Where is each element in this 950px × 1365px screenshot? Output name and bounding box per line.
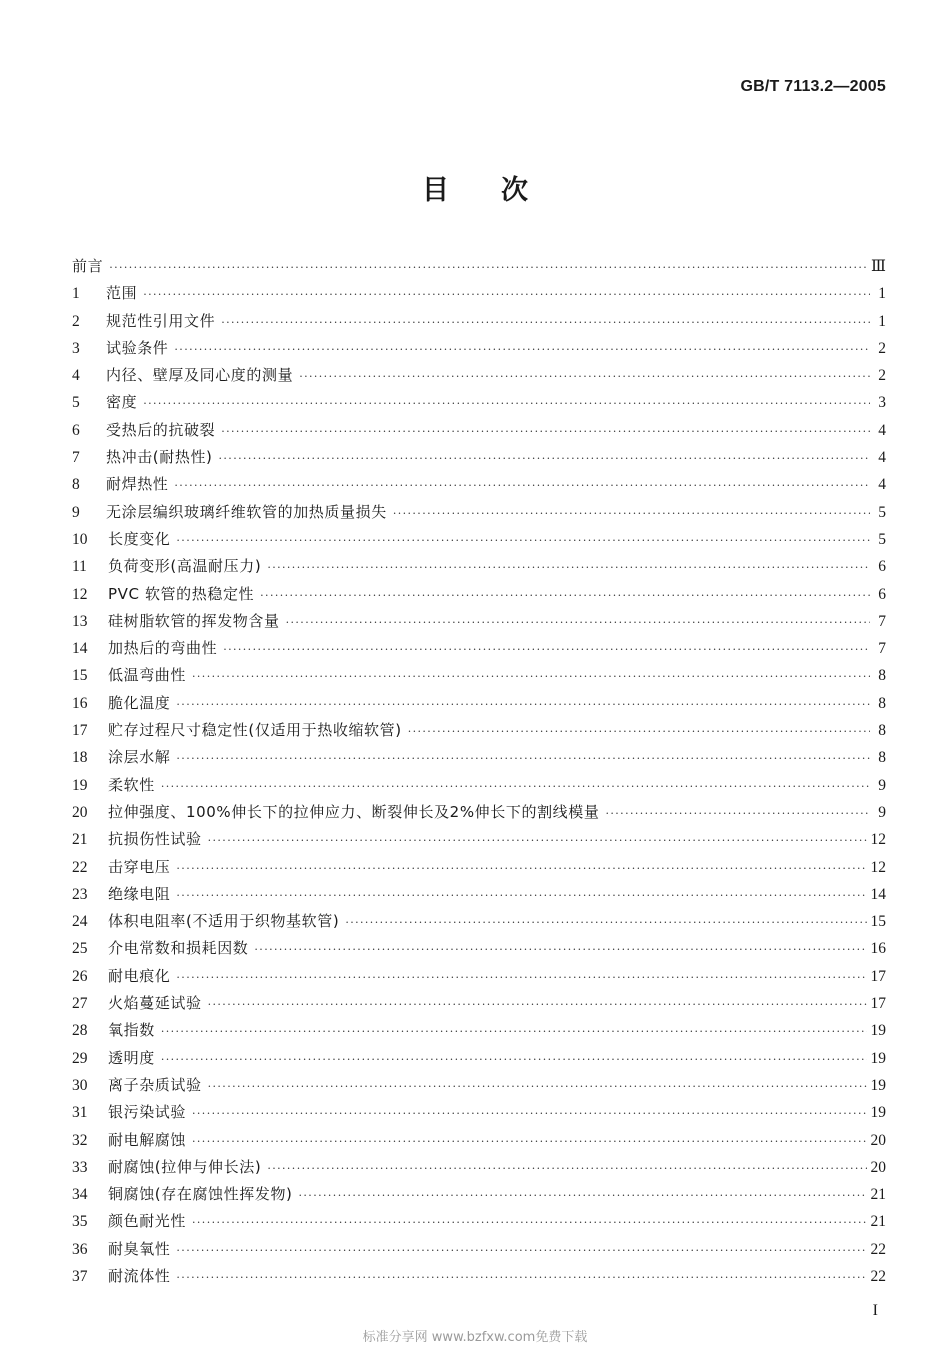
toc-entry-page: 4 bbox=[878, 476, 886, 494]
toc-entry-label: 硅树脂软管的挥发物含量 bbox=[108, 611, 280, 630]
toc-entry-page: 17 bbox=[870, 967, 886, 985]
toc-entry-number: 22 bbox=[72, 858, 88, 876]
toc-entry-label: 耐腐蚀(拉伸与伸长法) bbox=[108, 1157, 262, 1176]
toc-entry-number: 15 bbox=[72, 667, 88, 685]
toc-entry-label: 抗损伤性试验 bbox=[108, 830, 202, 849]
toc-entry-number: 12 bbox=[72, 585, 88, 603]
toc-entry-label: 负荷变形(高温耐压力) bbox=[108, 557, 262, 576]
toc-leader-dots bbox=[176, 889, 866, 902]
toc-entry-number: 36 bbox=[72, 1240, 88, 1258]
toc-entry[interactable] bbox=[72, 610, 886, 637]
toc-leader-dots bbox=[393, 507, 870, 520]
toc-entry-page: 8 bbox=[878, 749, 886, 767]
toc-entry-label: 范围 bbox=[106, 284, 138, 303]
toc-entry-number: 6 bbox=[72, 421, 80, 439]
toc-entry[interactable] bbox=[72, 419, 886, 446]
toc-leader-dots bbox=[221, 425, 870, 438]
toc-entry-number: 31 bbox=[72, 1104, 88, 1122]
toc-entry-number: 26 bbox=[72, 967, 88, 985]
toc-entry[interactable] bbox=[72, 282, 886, 309]
toc-leader-dots bbox=[174, 343, 870, 356]
toc-entry[interactable] bbox=[72, 1156, 886, 1183]
toc-entry-page: 8 bbox=[878, 722, 886, 740]
toc-entry-page: 15 bbox=[870, 913, 886, 931]
toc-entry-label: 前言 bbox=[72, 257, 104, 275]
toc-entry[interactable] bbox=[72, 1074, 886, 1101]
toc-entry-number: 28 bbox=[72, 1022, 88, 1040]
toc-entry-number: 2 bbox=[72, 312, 80, 330]
toc-entry-page: 14 bbox=[870, 885, 886, 903]
toc-entry-number: 34 bbox=[72, 1186, 88, 1204]
toc-entry-label: 加热后的弯曲性 bbox=[108, 639, 218, 658]
toc-entry-label: 长度变化 bbox=[108, 529, 171, 548]
toc-entry-page: 6 bbox=[878, 585, 886, 603]
toc-leader-dots bbox=[176, 862, 866, 875]
toc-entry-label: 离子杂质试验 bbox=[108, 1075, 202, 1094]
watermark-text: 标准分享网 www.bzfxw.com免费下载 bbox=[362, 1330, 588, 1345]
toc-leader-dots bbox=[192, 1107, 866, 1120]
toc-entry[interactable] bbox=[72, 801, 886, 828]
toc-entry-label: 火焰蔓延试验 bbox=[108, 994, 202, 1013]
toc-leader-dots bbox=[174, 479, 870, 492]
toc-leader-dots bbox=[176, 698, 870, 711]
toc-entry-page: 8 bbox=[878, 694, 886, 712]
toc-entry[interactable] bbox=[72, 692, 886, 719]
toc-entry-page: Ⅲ bbox=[871, 258, 886, 275]
toc-entry-number: 7 bbox=[72, 449, 80, 467]
toc-entry-page: 21 bbox=[870, 1213, 886, 1231]
toc-entry-number: 35 bbox=[72, 1213, 88, 1231]
toc-entry[interactable] bbox=[72, 774, 886, 801]
toc-entry-label: 绝缘电阻 bbox=[108, 884, 171, 903]
toc-entry-label: 体积电阻率(不适用于织物基软管) bbox=[108, 912, 340, 931]
toc-entry-page: 5 bbox=[878, 503, 886, 521]
toc-entry-label: 内径、壁厚及同心度的测量 bbox=[106, 366, 294, 385]
toc-leader-dots bbox=[143, 288, 870, 301]
toc-leader-dots bbox=[176, 752, 870, 765]
toc-leader-dots bbox=[208, 834, 867, 847]
toc-leader-dots bbox=[299, 370, 870, 383]
toc-leader-dots bbox=[176, 1271, 866, 1284]
toc-leader-dots bbox=[223, 643, 870, 656]
toc-entry-label: 耐流体性 bbox=[108, 1266, 171, 1285]
toc-leader-dots bbox=[161, 1053, 867, 1066]
toc-entry-label: 击穿电压 bbox=[108, 857, 171, 876]
toc-entry-page: 17 bbox=[870, 995, 886, 1013]
toc-entry[interactable] bbox=[72, 746, 886, 773]
toc-entry-label: 贮存过程尺寸稳定性(仅适用于热收缩软管) bbox=[108, 721, 402, 740]
toc-entry[interactable] bbox=[72, 337, 886, 364]
page-title-char-2: 次 bbox=[501, 175, 528, 206]
toc-leader-dots bbox=[221, 316, 870, 329]
toc-entry[interactable] bbox=[72, 255, 886, 282]
toc-leader-dots bbox=[260, 589, 870, 602]
toc-entry[interactable] bbox=[72, 910, 886, 937]
toc-leader-dots bbox=[267, 1162, 866, 1175]
toc-entry-label: 柔软性 bbox=[108, 775, 155, 794]
toc-entry[interactable] bbox=[72, 555, 886, 582]
toc-entry-number: 17 bbox=[72, 722, 88, 740]
toc-leader-dots bbox=[192, 1216, 866, 1229]
standard-code: GB/T 7113.2—2005 bbox=[740, 78, 886, 95]
toc-leader-dots bbox=[408, 725, 870, 738]
toc-entry-number: 33 bbox=[72, 1158, 88, 1176]
toc-entry-page: 7 bbox=[878, 612, 886, 630]
toc-leader-dots bbox=[176, 534, 870, 547]
toc-leader-dots bbox=[143, 397, 870, 410]
toc-leader-dots bbox=[254, 943, 866, 956]
toc-entry[interactable] bbox=[72, 1183, 886, 1210]
toc-entry-label: 耐电痕化 bbox=[108, 966, 171, 985]
toc-entry-page: 7 bbox=[878, 640, 886, 658]
toc-entry-number: 30 bbox=[72, 1076, 88, 1094]
toc-leader-dots bbox=[605, 807, 870, 820]
toc-entry-number: 23 bbox=[72, 885, 88, 903]
toc-entry[interactable] bbox=[72, 1101, 886, 1128]
toc-entry[interactable] bbox=[72, 501, 886, 528]
toc-entry-number: 16 bbox=[72, 694, 88, 712]
toc-entry[interactable] bbox=[72, 664, 886, 691]
toc-entry[interactable] bbox=[72, 883, 886, 910]
toc-entry-page: 12 bbox=[870, 831, 886, 849]
toc-entry-label: 颜色耐光性 bbox=[108, 1212, 187, 1231]
toc-entry-page: 2 bbox=[878, 339, 886, 357]
toc-entry-label: 涂层水解 bbox=[108, 748, 171, 767]
toc-entry-number: 21 bbox=[72, 831, 88, 849]
toc-entry-number: 5 bbox=[72, 394, 80, 412]
page-title-char-1: 目 bbox=[422, 175, 449, 206]
toc-entry-number: 4 bbox=[72, 367, 80, 385]
toc-entry[interactable] bbox=[72, 1265, 886, 1292]
toc-entry-label: 透明度 bbox=[108, 1048, 155, 1067]
toc-entry-page: 20 bbox=[870, 1158, 886, 1176]
toc-entry[interactable] bbox=[72, 937, 886, 964]
toc-entry-label: 耐臭氧性 bbox=[108, 1239, 171, 1258]
toc-entry-label: 受热后的抗破裂 bbox=[106, 420, 216, 439]
toc-entry[interactable] bbox=[72, 856, 886, 883]
toc-leader-dots bbox=[176, 1244, 866, 1257]
toc-leader-dots bbox=[192, 670, 870, 683]
toc-leader-dots bbox=[192, 1135, 866, 1148]
toc-entry-number: 27 bbox=[72, 995, 88, 1013]
toc-entry-page: 2 bbox=[878, 367, 886, 385]
toc-entry[interactable] bbox=[72, 446, 886, 473]
toc-entry-label: 银污染试验 bbox=[108, 1103, 187, 1122]
toc-entry[interactable] bbox=[72, 1238, 886, 1265]
toc-entry-page: 3 bbox=[878, 394, 886, 412]
toc-leader-dots bbox=[267, 561, 870, 574]
toc-entry[interactable] bbox=[72, 528, 886, 555]
toc-entry-page: 4 bbox=[878, 449, 886, 467]
toc-entry-page: 19 bbox=[870, 1104, 886, 1122]
toc-entry-label: 试验条件 bbox=[106, 338, 169, 357]
toc-leader-dots bbox=[161, 1025, 867, 1038]
toc-entry-page: 12 bbox=[870, 858, 886, 876]
toc-leader-dots bbox=[345, 916, 866, 929]
toc-entry-number: 10 bbox=[72, 530, 88, 548]
toc-entry-page: 4 bbox=[878, 421, 886, 439]
toc-entry-page: 19 bbox=[870, 1022, 886, 1040]
toc-entry-page: 8 bbox=[878, 667, 886, 685]
toc-entry-page: 22 bbox=[870, 1267, 886, 1285]
toc-entry[interactable] bbox=[72, 310, 886, 337]
toc-entry[interactable] bbox=[72, 1129, 886, 1156]
toc-entry[interactable] bbox=[72, 1210, 886, 1237]
toc-entry-page: 6 bbox=[878, 558, 886, 576]
toc-entry[interactable] bbox=[72, 1047, 886, 1074]
toc-entry-page: 9 bbox=[878, 776, 886, 794]
toc-entry-number: 29 bbox=[72, 1049, 88, 1067]
toc-entry-number: 19 bbox=[72, 776, 88, 794]
toc-leader-dots bbox=[109, 261, 867, 274]
toc-entry[interactable] bbox=[72, 583, 886, 610]
toc-entry-page: 22 bbox=[870, 1240, 886, 1258]
toc-entry-number: 32 bbox=[72, 1131, 88, 1149]
toc-leader-dots bbox=[176, 971, 866, 984]
toc-entry-number: 13 bbox=[72, 612, 88, 630]
toc-entry-number: 37 bbox=[72, 1267, 88, 1285]
toc-entry[interactable] bbox=[72, 965, 886, 992]
toc-entry-number: 3 bbox=[72, 339, 80, 357]
toc-leader-dots bbox=[299, 1189, 867, 1202]
toc-entry[interactable] bbox=[72, 992, 886, 1019]
toc-entry-page: 20 bbox=[870, 1131, 886, 1149]
toc-entry-page: 9 bbox=[878, 803, 886, 821]
toc-entry-label: 铜腐蚀(存在腐蚀性挥发物) bbox=[108, 1185, 293, 1204]
toc-entry-page: 19 bbox=[870, 1076, 886, 1094]
toc-entry-label: 密度 bbox=[106, 393, 138, 412]
toc-entry[interactable] bbox=[72, 391, 886, 418]
toc-entry-label: 耐焊热性 bbox=[106, 475, 169, 494]
table-of-contents bbox=[72, 255, 886, 1292]
toc-entry-label: 热冲击(耐热性) bbox=[106, 448, 213, 467]
toc-entry-number: 1 bbox=[72, 285, 80, 303]
page-folio: I bbox=[872, 1302, 878, 1319]
toc-leader-dots bbox=[286, 616, 870, 629]
toc-entry-number: 11 bbox=[72, 558, 87, 576]
toc-entry[interactable] bbox=[72, 637, 886, 664]
toc-entry-label: PVC 软管的热稳定性 bbox=[108, 584, 255, 603]
toc-entry-number: 18 bbox=[72, 749, 88, 767]
toc-entry-label: 无涂层编织玻璃纤维软管的加热质量损失 bbox=[106, 502, 387, 521]
toc-entry-label: 耐电解腐蚀 bbox=[108, 1130, 187, 1149]
toc-entry-page: 1 bbox=[878, 312, 886, 330]
page-title bbox=[0, 168, 950, 207]
toc-entry-page: 16 bbox=[870, 940, 886, 958]
toc-entry-number: 20 bbox=[72, 803, 88, 821]
toc-leader-dots bbox=[219, 452, 870, 465]
toc-entry-label: 氧指数 bbox=[108, 1021, 155, 1040]
toc-leader-dots bbox=[208, 998, 867, 1011]
toc-entry[interactable] bbox=[72, 1019, 886, 1046]
toc-entry[interactable] bbox=[72, 473, 886, 500]
toc-entry-number: 9 bbox=[72, 503, 80, 521]
toc-entry-label: 拉伸强度、100%伸长下的拉伸应力、断裂伸长及2%伸长下的割线模量 bbox=[108, 802, 600, 821]
toc-leader-dots bbox=[161, 780, 870, 793]
toc-entry-number: 24 bbox=[72, 913, 88, 931]
toc-entry-page: 5 bbox=[878, 530, 886, 548]
toc-leader-dots bbox=[208, 1080, 867, 1093]
toc-entry-number: 25 bbox=[72, 940, 88, 958]
toc-entry-label: 介电常数和损耗因数 bbox=[108, 939, 249, 958]
toc-entry-label: 规范性引用文件 bbox=[106, 311, 216, 330]
toc-entry[interactable] bbox=[72, 364, 886, 391]
toc-entry-number: 14 bbox=[72, 640, 88, 658]
toc-entry-page: 19 bbox=[870, 1049, 886, 1067]
toc-entry-page: 1 bbox=[878, 285, 886, 303]
toc-entry[interactable] bbox=[72, 719, 886, 746]
toc-entry[interactable] bbox=[72, 828, 886, 855]
toc-entry-label: 脆化温度 bbox=[108, 693, 171, 712]
toc-entry-label: 低温弯曲性 bbox=[108, 666, 187, 685]
toc-entry-page: 21 bbox=[870, 1186, 886, 1204]
toc-entry-number: 8 bbox=[72, 476, 80, 494]
